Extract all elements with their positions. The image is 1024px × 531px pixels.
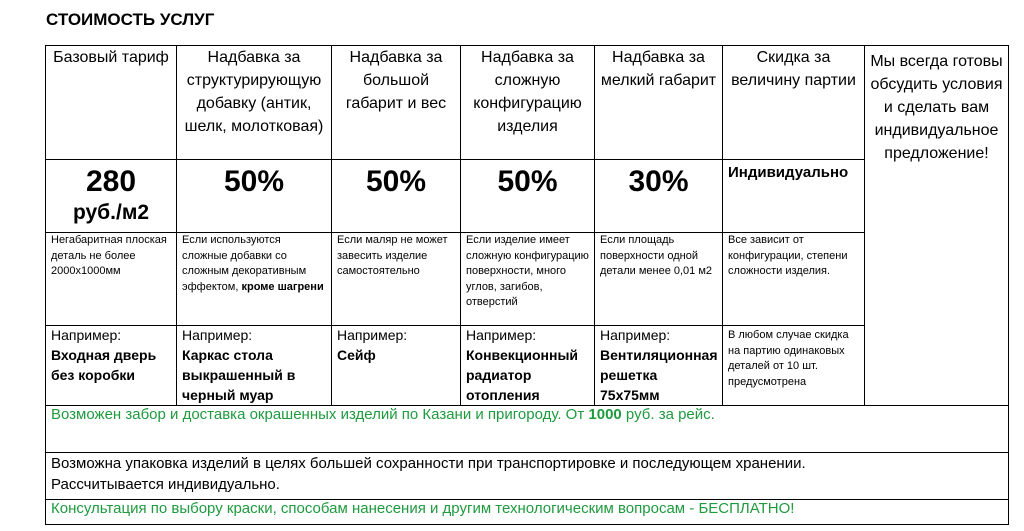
header-base-tariff: Базовый тариф bbox=[46, 46, 177, 160]
page-title: СТОИМОСТЬ УСЛУГ bbox=[46, 10, 215, 29]
value-small: 30% bbox=[628, 165, 689, 198]
header-structure-surcharge: Надбавка за структурирующую добавку (антик, шелк, молотковая) bbox=[177, 46, 332, 160]
description-row bbox=[46, 233, 1009, 326]
example-label: Например: bbox=[337, 327, 408, 343]
example-batch-cell bbox=[723, 326, 865, 406]
desc-base: Негабаритная плоская деталь не более 2000х1000мм bbox=[46, 233, 177, 326]
desc-large: Если маляр не может завесить изделие самостоятельно bbox=[332, 233, 461, 326]
delivery-note bbox=[46, 406, 1009, 453]
value-batch-cell bbox=[723, 160, 865, 233]
value-structure: 50% bbox=[223, 165, 285, 198]
value-large: 50% bbox=[365, 165, 427, 198]
value-complex-cell bbox=[461, 160, 595, 233]
example-label: Например: bbox=[600, 327, 671, 343]
consult-note: Консультация по выбору краски, способам нанесения и другим технологическим вопросам - БЕСПЛАТНО! bbox=[46, 500, 1009, 525]
example-small-cell bbox=[595, 326, 723, 406]
example-complex: Конвекционный радиатор отопления bbox=[466, 347, 579, 403]
desc-structure-bold: кроме шагрени bbox=[241, 280, 324, 293]
price-table bbox=[45, 45, 1009, 525]
example-structure: Каркас стола выкрашенный в черный муар bbox=[182, 347, 296, 403]
consult-row bbox=[46, 500, 1009, 525]
header-batch-discount: Скидка за величину партии bbox=[723, 46, 865, 160]
example-batch: В любом случае скидка на партию одинаковых деталей от 10 шт. предусмотрена bbox=[728, 329, 849, 388]
value-base: 280 bbox=[85, 165, 137, 198]
example-large: Сейф bbox=[337, 347, 376, 363]
desc-small: Если площадь поверхности одной детали менее 0,01 м2 bbox=[595, 233, 723, 326]
example-small: Вентиляционная решетка 75х75мм bbox=[600, 347, 718, 403]
value-base-unit: руб./м2 bbox=[72, 201, 150, 224]
header-complex-surcharge: Надбавка за сложную конфигурацию изделия bbox=[461, 46, 595, 160]
packing-line-2: Рассчитывается индивидуально. bbox=[51, 476, 280, 493]
desc-complex: Если изделие имеет сложную конфигурацию поверхности, много углов, загибов, отверстий bbox=[461, 233, 595, 326]
value-base-cell bbox=[46, 160, 177, 233]
example-large-cell bbox=[332, 326, 461, 406]
example-label: Например: bbox=[466, 327, 537, 343]
desc-structure bbox=[177, 233, 332, 326]
value-batch: Индивидуально bbox=[728, 164, 849, 181]
example-label: Например: bbox=[182, 327, 253, 343]
header-small-surcharge: Надбавка за мелкий габарит bbox=[595, 46, 723, 160]
packing-line-1: Возможна упаковка изделий в целях большей сохранности при транспортировке и последующем хранении. bbox=[51, 455, 806, 472]
value-complex: 50% bbox=[497, 165, 558, 198]
value-large-cell bbox=[332, 160, 461, 233]
example-base: Входная дверь без коробки bbox=[51, 347, 157, 383]
delivery-text-end: руб. за рейс. bbox=[621, 406, 715, 423]
example-row bbox=[46, 326, 1009, 406]
packing-row bbox=[46, 453, 1009, 500]
example-structure-cell bbox=[177, 326, 332, 406]
value-row bbox=[46, 160, 1009, 233]
desc-structure-text: Если используются сложные добавки со сложным декоративным эффектом, bbox=[182, 234, 307, 293]
delivery-row bbox=[46, 406, 1009, 453]
header-row bbox=[46, 46, 1009, 160]
value-structure-cell bbox=[177, 160, 332, 233]
header-large-surcharge: Надбавка за большой габарит и вес bbox=[332, 46, 461, 160]
delivery-text: Возможен забор и доставка окрашенных изделий по Казани и пригороду. От bbox=[51, 406, 589, 423]
example-complex-cell bbox=[461, 326, 595, 406]
packing-note bbox=[46, 453, 1009, 500]
example-base-cell bbox=[46, 326, 177, 406]
side-note: Мы всегда готовы обсудить условия и сделать вам индивидуальное предложение! bbox=[865, 46, 1009, 406]
delivery-price: 1000 bbox=[588, 406, 622, 423]
example-label: Например: bbox=[51, 327, 122, 343]
value-small-cell bbox=[595, 160, 723, 233]
desc-batch: Все зависит от конфигурации, степени сложности изделия. bbox=[723, 233, 865, 326]
